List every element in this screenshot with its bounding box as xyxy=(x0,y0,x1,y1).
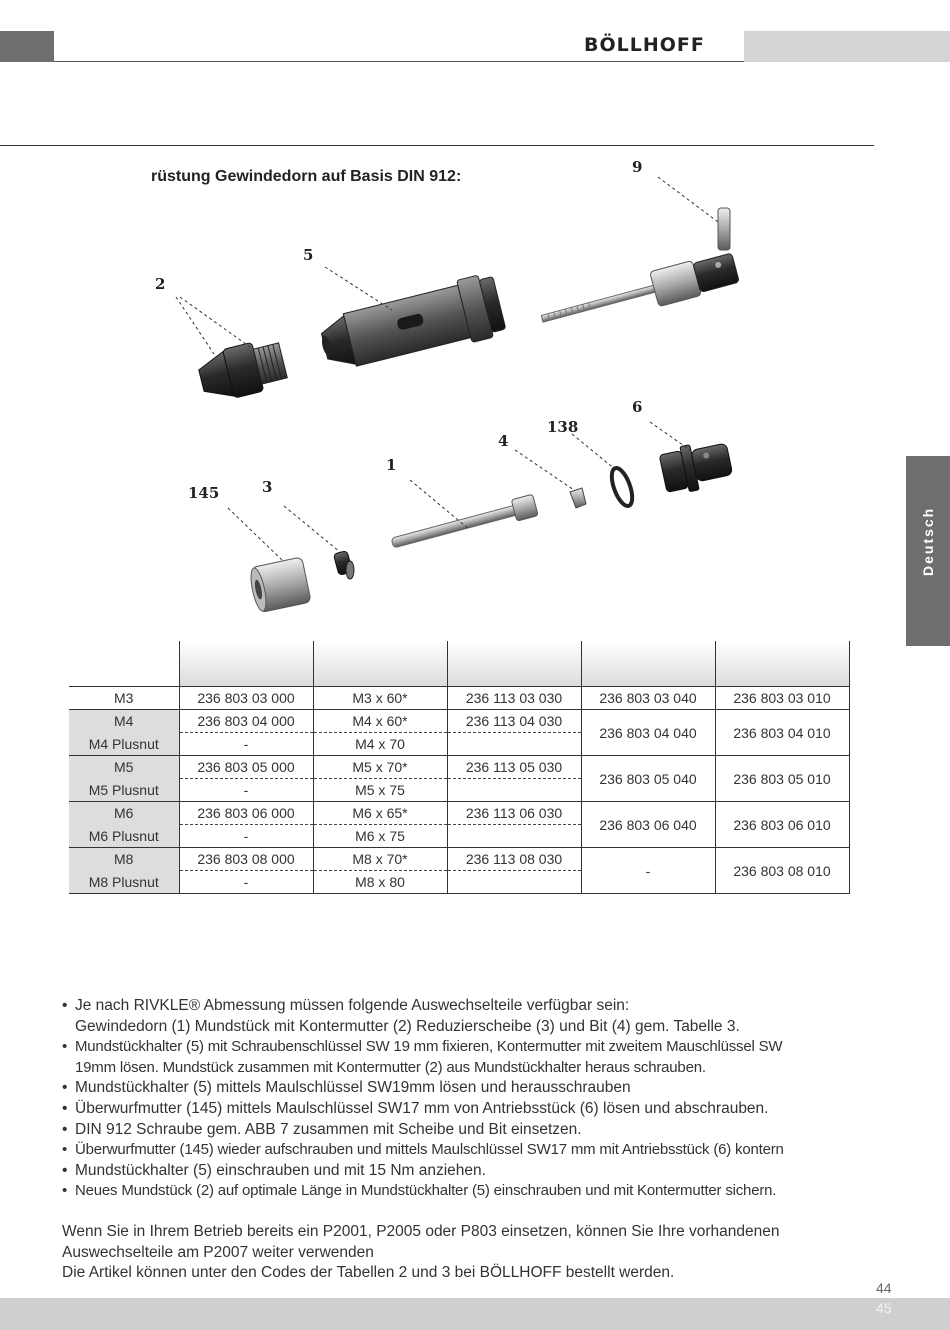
callout-6: 6 xyxy=(632,398,643,416)
cell xyxy=(447,733,581,756)
cell: 236 803 05 010 xyxy=(715,756,849,802)
size-cell: M4 Plusnut xyxy=(69,733,179,756)
part-4-bit xyxy=(570,488,586,508)
part-5-nozzle-holder xyxy=(315,272,507,378)
cell: - xyxy=(179,871,313,894)
cell: 236 803 06 010 xyxy=(715,802,849,848)
cell: 236 803 06 040 xyxy=(581,802,715,848)
cell: 236 803 05 000 xyxy=(179,756,313,779)
callout-145: 145 xyxy=(188,484,220,502)
size-cell: M5 Plusnut xyxy=(69,779,179,802)
list-item-continuation: 19mm lösen. Mundstück zusammen mit Kontermutter (2) aus Mundstückhalter heraus schrauben. xyxy=(75,1058,706,1076)
callout-5: 5 xyxy=(303,246,314,264)
list-item: • Mundstückhalter (5) mit Schraubenschlüssel SW 19 mm fixieren, Kontermutter mit zweitem Mauschlüssel SW xyxy=(62,1037,882,1058)
part-9-pin xyxy=(632,158,730,250)
table-row xyxy=(69,710,849,733)
list-item: • Mundstückhalter (5) einschrauben und mit 15 Nm anziehen. xyxy=(62,1161,882,1182)
table-row xyxy=(69,687,849,710)
part-145-union-nut xyxy=(248,557,311,613)
cell: 236 803 03 000 xyxy=(179,687,313,710)
part-2-nozzle xyxy=(195,336,289,405)
size-cell: M3 xyxy=(69,687,179,710)
callout-3: 3 xyxy=(262,478,273,496)
cell: M4 x 70 xyxy=(313,733,447,756)
list-item: • Überwurfmutter (145) mittels Maulschlüssel SW17 mm von Antriebsstück (6) lösen und abschrauben. xyxy=(62,1099,882,1120)
cell: 236 803 04 010 xyxy=(715,710,849,756)
section-title: rüstung Gewindedorn auf Basis DIN 912: xyxy=(151,168,462,185)
cell: - xyxy=(179,733,313,756)
header-divider xyxy=(54,61,744,62)
cell: M4 x 60* xyxy=(313,710,447,733)
table-header-row xyxy=(69,641,849,687)
list-item: • Neues Mundstück (2) auf optimale Länge in Mundstückhalter (5) einschrauben und mit Kontermutter sichern. xyxy=(62,1181,882,1202)
list-item-continuation: Gewindedorn (1) Mundstück mit Kontermutter (2) Reduzierscheibe (3) und Bit (4) gem. Tabelle 3. xyxy=(75,1017,740,1035)
part-1-mandrel xyxy=(390,494,539,554)
cell: 236 803 05 040 xyxy=(581,756,715,802)
cell: - xyxy=(581,848,715,894)
size-cell: M6 xyxy=(69,802,179,825)
page-number-left: 44 xyxy=(876,1280,892,1296)
cell: M3 x 60* xyxy=(313,687,447,710)
size-cell: M5 xyxy=(69,756,179,779)
header-left-block xyxy=(0,31,54,62)
table-row xyxy=(69,848,849,871)
cell xyxy=(447,779,581,802)
callout-2: 2 xyxy=(155,275,166,293)
closing-line: Wenn Sie in Ihrem Betrieb bereits ein P2001, P2005 oder P803 einsetzen, können Sie Ihre vorhandenen xyxy=(62,1223,780,1240)
cell: 236 803 08 000 xyxy=(179,848,313,871)
cell: 236 803 04 000 xyxy=(179,710,313,733)
cell: M6 x 65* xyxy=(313,802,447,825)
part-threaded-rod-assembly xyxy=(538,250,741,337)
callout-4: 4 xyxy=(498,432,509,450)
cell: 236 113 05 030 xyxy=(447,756,581,779)
callout-1: 1 xyxy=(386,456,397,474)
cell: - xyxy=(179,779,313,802)
part-6-drive-piece xyxy=(658,437,734,496)
table-row xyxy=(69,802,849,825)
closing-paragraph xyxy=(62,1222,892,1284)
cell: 236 113 03 030 xyxy=(447,687,581,710)
table-header-cell xyxy=(447,641,581,687)
list-item: • Überwurfmutter (145) wieder aufschrauben und mittels Maulschlüssel SW17 mm mit Antriebsstück (6) kontern xyxy=(62,1140,882,1161)
instruction-list xyxy=(62,996,882,1202)
table-header-cell xyxy=(715,641,849,687)
list-item: • Mundstückhalter (5) mittels Maulschlüssel SW19mm lösen und herausschrauben xyxy=(62,1078,882,1099)
size-cell: M8 Plusnut xyxy=(69,871,179,894)
cell: M8 x 80 xyxy=(313,871,447,894)
size-cell: M6 Plusnut xyxy=(69,825,179,848)
size-cell: M4 xyxy=(69,710,179,733)
table-header-cell xyxy=(313,641,447,687)
part-3-reducing-washer xyxy=(333,551,354,579)
list-item: • DIN 912 Schraube gem. ABB 7 zusammen mit Scheibe und Bit einsetzen. xyxy=(62,1120,882,1141)
brand-logo: BÖLLHOFF xyxy=(584,34,705,56)
cell: 236 803 08 010 xyxy=(715,848,849,894)
header-right-block xyxy=(744,31,950,62)
cell: M8 x 70* xyxy=(313,848,447,871)
section-rule xyxy=(0,145,874,146)
table-header-cell xyxy=(179,641,313,687)
cell: 236 803 04 040 xyxy=(581,710,715,756)
cell: M5 x 75 xyxy=(313,779,447,802)
closing-line: Die Artikel können unter den Codes der Tabellen 2 und 3 bei BÖLLHOFF bestellt werden. xyxy=(62,1264,675,1282)
parts-table xyxy=(69,641,850,894)
cell: M5 x 70* xyxy=(313,756,447,779)
size-cell: M8 xyxy=(69,848,179,871)
cell: M6 x 75 xyxy=(313,825,447,848)
cell: 236 803 03 010 xyxy=(715,687,849,710)
cell: - xyxy=(179,825,313,848)
cell xyxy=(447,871,581,894)
table-row xyxy=(69,756,849,779)
cell: 236 113 06 030 xyxy=(447,802,581,825)
list-item: • Je nach RIVKLE® Abmessung müssen folgende Auswechselteile verfügbar sein: xyxy=(62,996,882,1017)
callout-9: 9 xyxy=(632,158,643,176)
cell: 236 113 04 030 xyxy=(447,710,581,733)
footer-bar xyxy=(0,1298,950,1330)
table-header-cell xyxy=(581,641,715,687)
part-138-washer xyxy=(608,465,637,508)
cell: 236 113 08 030 xyxy=(447,848,581,871)
callout-138: 138 xyxy=(547,418,579,436)
cell: 236 803 06 000 xyxy=(179,802,313,825)
cell xyxy=(447,825,581,848)
page-number-right: 45 xyxy=(876,1300,892,1316)
exploded-parts-diagram xyxy=(0,150,874,630)
language-side-label: Deutsch xyxy=(920,506,936,576)
closing-line: Auswechselteile am P2007 weiter verwenden xyxy=(62,1243,374,1261)
cell: 236 803 03 040 xyxy=(581,687,715,710)
